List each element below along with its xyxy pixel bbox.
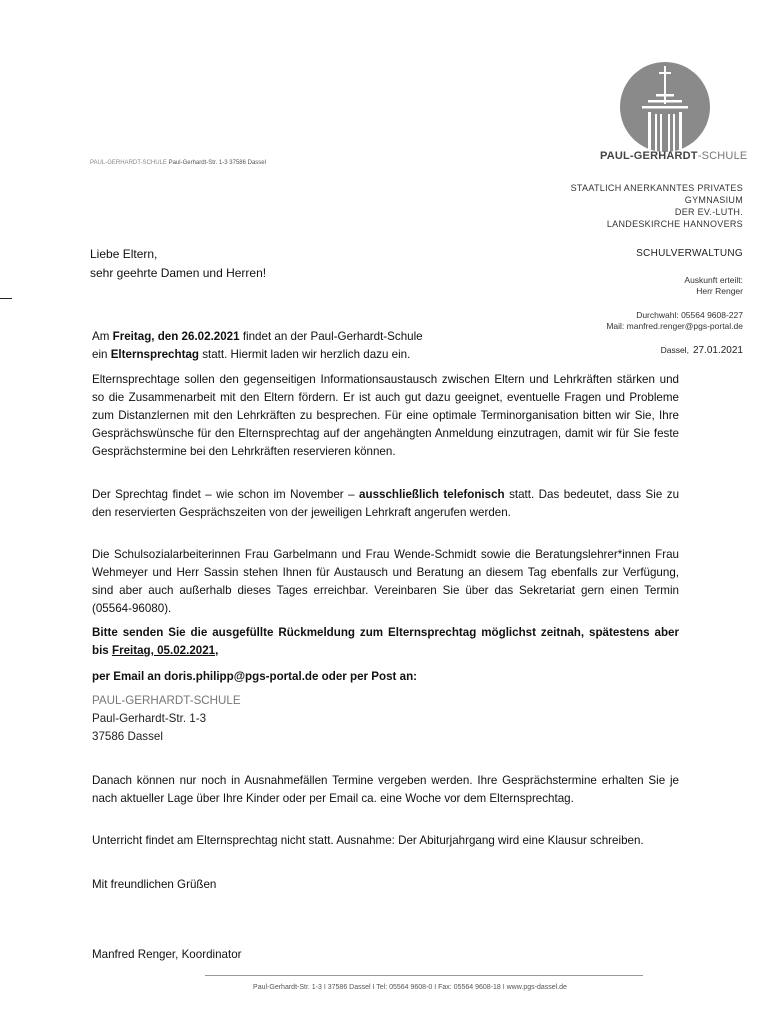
footer-divider: [205, 975, 643, 976]
institution-line: STAATLICH ANERKANNTES PRIVATES: [570, 183, 743, 193]
paragraph-phone: [92, 486, 679, 522]
institution-line: LANDESKIRCHE HANNOVERS: [606, 219, 743, 229]
paragraph-purpose: Elternsprechtage sollen den gegenseitigen Informationsaustausch zwischen Eltern und Lehrkräften stärken und so die Zusammenarbeit mit den Eltern fördern. Er ist auch gut dazu geeignet, eventuelle Fragen und Probleme zum Distanzlernen mit den Lehrkräften zu besprechen. Für eine optimale Terminorganisation bitten wir Sie, Ihre Gesprächswünsche für den Elternsprechtag auf der angehängten Anmeldung einzutragen, damit wir für Sie feste Gesprächstermine bei den Lehrkräften reservieren können.: [92, 373, 679, 458]
paragraph-deadline: [92, 624, 679, 660]
paragraph-emphasis: ausschließlich telefonisch: [359, 488, 505, 501]
letter-date: [661, 344, 743, 357]
auskunft-name: Herr Renger: [696, 286, 743, 296]
paragraph-send-to: per Email an doris.philipp@pgs-portal.de oder per Post an:: [92, 670, 418, 683]
deadline-date: Freitag, 05.02.2021,: [111, 644, 219, 657]
intro-text: findet an der Paul-Gerhardt-Schule: [239, 330, 423, 343]
contact-email: Mail: manfred.renger@pgs-portal.de: [606, 321, 743, 331]
auskunft-block: [684, 275, 743, 297]
intro-text: ein: [92, 348, 111, 361]
postal-address: [92, 692, 241, 746]
paragraph-text: Bitte senden Sie die ausgefüllte Rückmeldung zum Elternsprechtag möglichst zeitnah, spätestens aber bis: [92, 626, 679, 657]
date-place: Dassel,: [660, 345, 689, 355]
intro-event: Elternsprechtag: [110, 348, 199, 361]
signature: Manfred Renger, Koordinator: [92, 948, 242, 961]
address-school: PAUL-GERHARDT-SCHULE: [92, 694, 241, 707]
intro-paragraph: [92, 328, 512, 364]
footer: Paul-Gerhardt-Str. 1-3 I 37586 Dassel I Tel: 05564 9608-0 I Fax: 05564 9608-18 I www.pgs-dassel.de: [253, 984, 567, 991]
fold-mark: [0, 298, 12, 299]
salutation-line: sehr geehrte Damen und Herren!: [90, 266, 267, 280]
paragraph-classes: Unterricht findet am Elternsprechtag nicht statt. Ausnahme: Der Abiturjahrgang wird eine Klausur schreiben.: [92, 834, 644, 847]
institution-line: GYMNASIUM: [684, 195, 743, 205]
paragraph-text: statt. Das bedeutet, dass Sie zu den reservierten Gesprächszeiten von der jeweiligen Lehrkraft angerufen werden.: [92, 488, 680, 519]
paragraph-appointments: Danach können nur noch in Ausnahmefällen Termine vergeben werden. Ihre Gesprächstermine erhalten Sie je nach aktueller Lage über Ihre Kinder oder per Email ca. eine Woche vor dem Elternsprechtag.: [92, 774, 679, 805]
date-value: 27.01.2021: [692, 345, 743, 356]
paragraph-counselors: Die Schulsozialarbeiterinnen Frau Garbelmann und Frau Wende-Schmidt sowie die Beratungslehrer*innen Frau Wehmeyer und Herr Sassin stehen Ihnen für Austausch und Beratung an diesem Tag ebenfalls zur Verfügung, sind aber auch außerhalb dieses Tages erreichbar. Vereinbaren Sie über das Sekretariat gern einen Termin (05564-96080).: [92, 548, 679, 615]
address-street: Paul-Gerhardt-Str. 1-3: [92, 712, 207, 725]
logo-name-light: -SCHULE: [697, 150, 748, 162]
intro-text: Am: [92, 330, 113, 343]
logo-emblem-icon: [620, 62, 710, 152]
sender-school: PAUL-GERHARDT-SCHULE: [90, 160, 167, 166]
salutation: [90, 245, 266, 283]
logo-name-bold: PAUL-GERHARDT: [600, 150, 698, 162]
paragraph-text: Der Sprechtag findet – wie schon im November –: [92, 488, 360, 501]
sender-address: Paul-Gerhardt-Str. 1-3 37586 Dassel: [168, 160, 266, 166]
institution-line: DER EV.-LUTH.: [674, 207, 743, 217]
logo-wordmark: [600, 150, 750, 162]
school-logo: [600, 62, 750, 170]
institution-block: [571, 182, 743, 230]
closing: Mit freundlichen Grüßen: [92, 878, 217, 891]
contact-block: [606, 310, 743, 332]
sender-line: [90, 160, 266, 166]
salutation-line: Liebe Eltern,: [90, 247, 158, 261]
intro-text: statt. Hiermit laden wir herzlich dazu ein.: [198, 348, 411, 361]
intro-date: Freitag, den 26.02.2021: [112, 330, 240, 343]
auskunft-label: Auskunft erteilt:: [684, 275, 743, 285]
contact-phone: Durchwahl: 05564 9608-227: [636, 310, 743, 320]
address-city: 37586 Dassel: [92, 730, 163, 743]
department-label: SCHULVERWALTUNG: [636, 248, 743, 259]
